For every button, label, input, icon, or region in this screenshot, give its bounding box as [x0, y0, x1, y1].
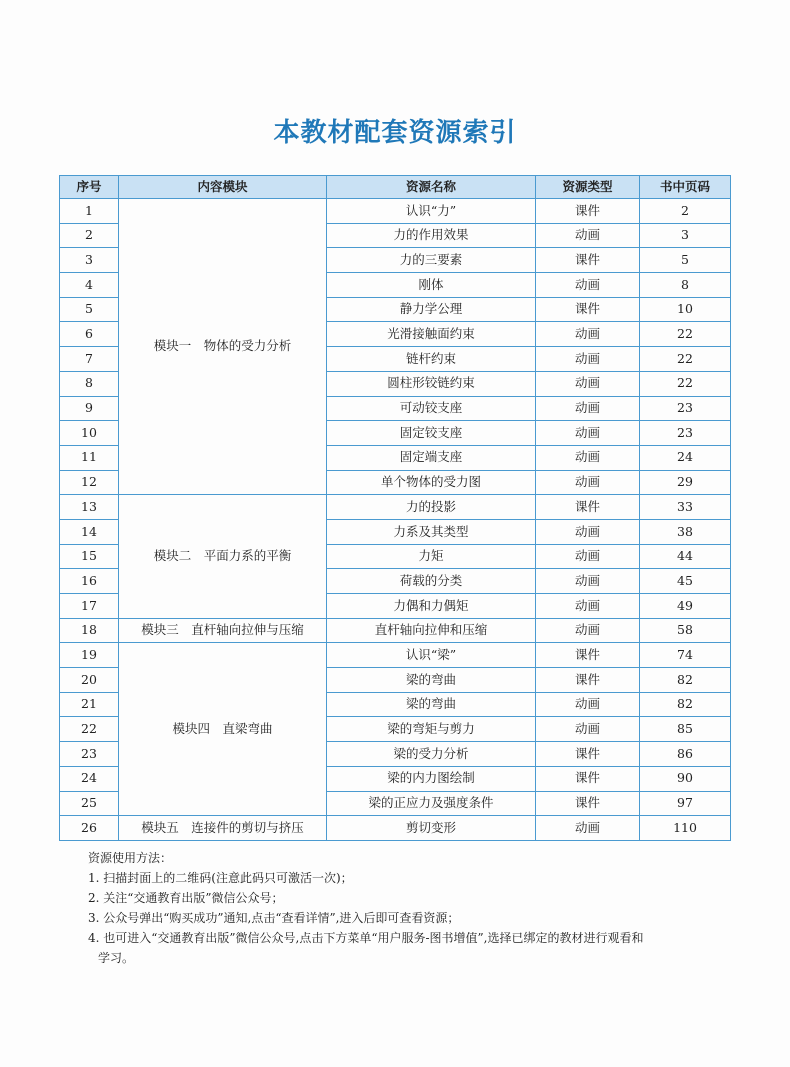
resource-type: 动画	[536, 692, 640, 717]
resource-type: 动画	[536, 396, 640, 421]
resource-name: 认识“梁”	[327, 643, 536, 668]
page-number: 44	[640, 544, 731, 569]
page-number: 33	[640, 495, 731, 520]
row-number: 6	[60, 322, 119, 347]
notes-heading: 资源使用方法：	[88, 851, 173, 865]
resource-name: 刚体	[327, 273, 536, 298]
module-cell: 模块四 直梁弯曲	[119, 643, 327, 816]
row-number: 15	[60, 544, 119, 569]
row-number: 20	[60, 668, 119, 693]
usage-notes	[88, 848, 748, 968]
resource-type: 动画	[536, 445, 640, 470]
page-number: 23	[640, 396, 731, 421]
resource-name: 静力学公理	[327, 297, 536, 322]
resource-name: 力的作用效果	[327, 223, 536, 248]
resource-type: 动画	[536, 470, 640, 495]
note-item: 4. 也可进入“交通教育出版”微信公众号,点击下方菜单“用户服务-图书增值”,选择已绑定的教材进行观看和	[88, 931, 644, 945]
row-number: 22	[60, 717, 119, 742]
table-row	[60, 495, 731, 520]
resource-name: 梁的内力图绘制	[327, 766, 536, 791]
header-no: 序号	[60, 176, 119, 199]
row-number: 13	[60, 495, 119, 520]
page-number: 22	[640, 322, 731, 347]
page-number: 85	[640, 717, 731, 742]
page-number: 29	[640, 470, 731, 495]
resource-type: 课件	[536, 643, 640, 668]
row-number: 23	[60, 742, 119, 767]
resource-name: 圆柱形铰链约束	[327, 371, 536, 396]
page-number: 23	[640, 421, 731, 446]
resource-type: 动画	[536, 347, 640, 372]
page-number: 82	[640, 692, 731, 717]
row-number: 4	[60, 273, 119, 298]
header-page: 书中页码	[640, 176, 731, 199]
row-number: 1	[60, 199, 119, 224]
resource-name: 力偶和力偶矩	[327, 594, 536, 619]
page-number: 22	[640, 371, 731, 396]
row-number: 3	[60, 248, 119, 273]
resource-type: 课件	[536, 668, 640, 693]
resource-type: 动画	[536, 519, 640, 544]
page-number: 74	[640, 643, 731, 668]
module-cell: 模块五 连接件的剪切与挤压	[119, 816, 327, 841]
page-title: 本教材配套资源索引	[273, 118, 517, 148]
row-number: 11	[60, 445, 119, 470]
resource-type: 课件	[536, 791, 640, 816]
page-number: 2	[640, 199, 731, 224]
table-header-row	[60, 176, 731, 199]
row-number: 17	[60, 594, 119, 619]
resource-type: 课件	[536, 742, 640, 767]
resource-type: 动画	[536, 594, 640, 619]
row-number: 25	[60, 791, 119, 816]
table-row	[60, 816, 731, 841]
resource-type: 课件	[536, 766, 640, 791]
resource-name: 力系及其类型	[327, 519, 536, 544]
row-number: 9	[60, 396, 119, 421]
page-number: 38	[640, 519, 731, 544]
page-number: 86	[640, 742, 731, 767]
page-number: 90	[640, 766, 731, 791]
table-row	[60, 618, 731, 643]
page-number: 24	[640, 445, 731, 470]
table-row	[60, 643, 731, 668]
row-number: 19	[60, 643, 119, 668]
note-item: 3. 公众号弹出“购买成功”通知,点击“查看详情”,进入后即可查看资源；	[88, 911, 460, 925]
resource-type: 动画	[536, 816, 640, 841]
note-item: 学习。	[98, 951, 135, 965]
resource-type: 动画	[536, 371, 640, 396]
resource-name: 可动铰支座	[327, 396, 536, 421]
resource-type: 动画	[536, 717, 640, 742]
note-item: 1. 扫描封面上的二维码(注意此码只可激活一次)；	[88, 871, 353, 885]
page-number: 49	[640, 594, 731, 619]
resource-type: 课件	[536, 248, 640, 273]
resource-name: 力矩	[327, 544, 536, 569]
resource-type: 动画	[536, 569, 640, 594]
page-number: 3	[640, 223, 731, 248]
page-number: 110	[640, 816, 731, 841]
resource-type: 课件	[536, 297, 640, 322]
row-number: 14	[60, 519, 119, 544]
resource-name: 固定铰支座	[327, 421, 536, 446]
resource-name: 梁的正应力及强度条件	[327, 791, 536, 816]
row-number: 16	[60, 569, 119, 594]
table-body	[60, 199, 731, 841]
resource-name: 直杆轴向拉伸和压缩	[327, 618, 536, 643]
row-number: 7	[60, 347, 119, 372]
note-item: 2. 关注“交通教育出版”微信公众号；	[88, 891, 284, 905]
resource-index-table	[59, 175, 731, 841]
resource-type: 动画	[536, 223, 640, 248]
resource-name: 力的三要素	[327, 248, 536, 273]
page-number: 10	[640, 297, 731, 322]
resource-name: 光滑接触面约束	[327, 322, 536, 347]
page-number: 97	[640, 791, 731, 816]
page-number: 45	[640, 569, 731, 594]
row-number: 2	[60, 223, 119, 248]
resource-name: 链杆约束	[327, 347, 536, 372]
header-resource-name: 资源名称	[327, 176, 536, 199]
resource-name: 梁的弯矩与剪力	[327, 717, 536, 742]
resource-name: 荷载的分类	[327, 569, 536, 594]
table-row	[60, 199, 731, 224]
resource-name: 认识“力”	[327, 199, 536, 224]
resource-type: 动画	[536, 322, 640, 347]
header-module: 内容模块	[119, 176, 327, 199]
header-resource-type: 资源类型	[536, 176, 640, 199]
resource-name: 剪切变形	[327, 816, 536, 841]
page-number: 5	[640, 248, 731, 273]
module-cell: 模块三 直杆轴向拉伸与压缩	[119, 618, 327, 643]
module-cell: 模块一 物体的受力分析	[119, 199, 327, 495]
row-number: 24	[60, 766, 119, 791]
resource-type: 课件	[536, 495, 640, 520]
row-number: 8	[60, 371, 119, 396]
row-number: 5	[60, 297, 119, 322]
resource-name: 梁的弯曲	[327, 668, 536, 693]
resource-name: 梁的受力分析	[327, 742, 536, 767]
row-number: 21	[60, 692, 119, 717]
resource-type: 动画	[536, 421, 640, 446]
row-number: 18	[60, 618, 119, 643]
resource-name: 梁的弯曲	[327, 692, 536, 717]
resource-type: 动画	[536, 544, 640, 569]
resource-type: 课件	[536, 199, 640, 224]
row-number: 12	[60, 470, 119, 495]
page-number: 8	[640, 273, 731, 298]
resource-name: 力的投影	[327, 495, 536, 520]
row-number: 10	[60, 421, 119, 446]
resource-type: 动画	[536, 273, 640, 298]
resource-name: 固定端支座	[327, 445, 536, 470]
resource-type: 动画	[536, 618, 640, 643]
row-number: 26	[60, 816, 119, 841]
resource-name: 单个物体的受力图	[327, 470, 536, 495]
page-number: 82	[640, 668, 731, 693]
page-number: 22	[640, 347, 731, 372]
page-number: 58	[640, 618, 731, 643]
module-cell: 模块二 平面力系的平衡	[119, 495, 327, 618]
